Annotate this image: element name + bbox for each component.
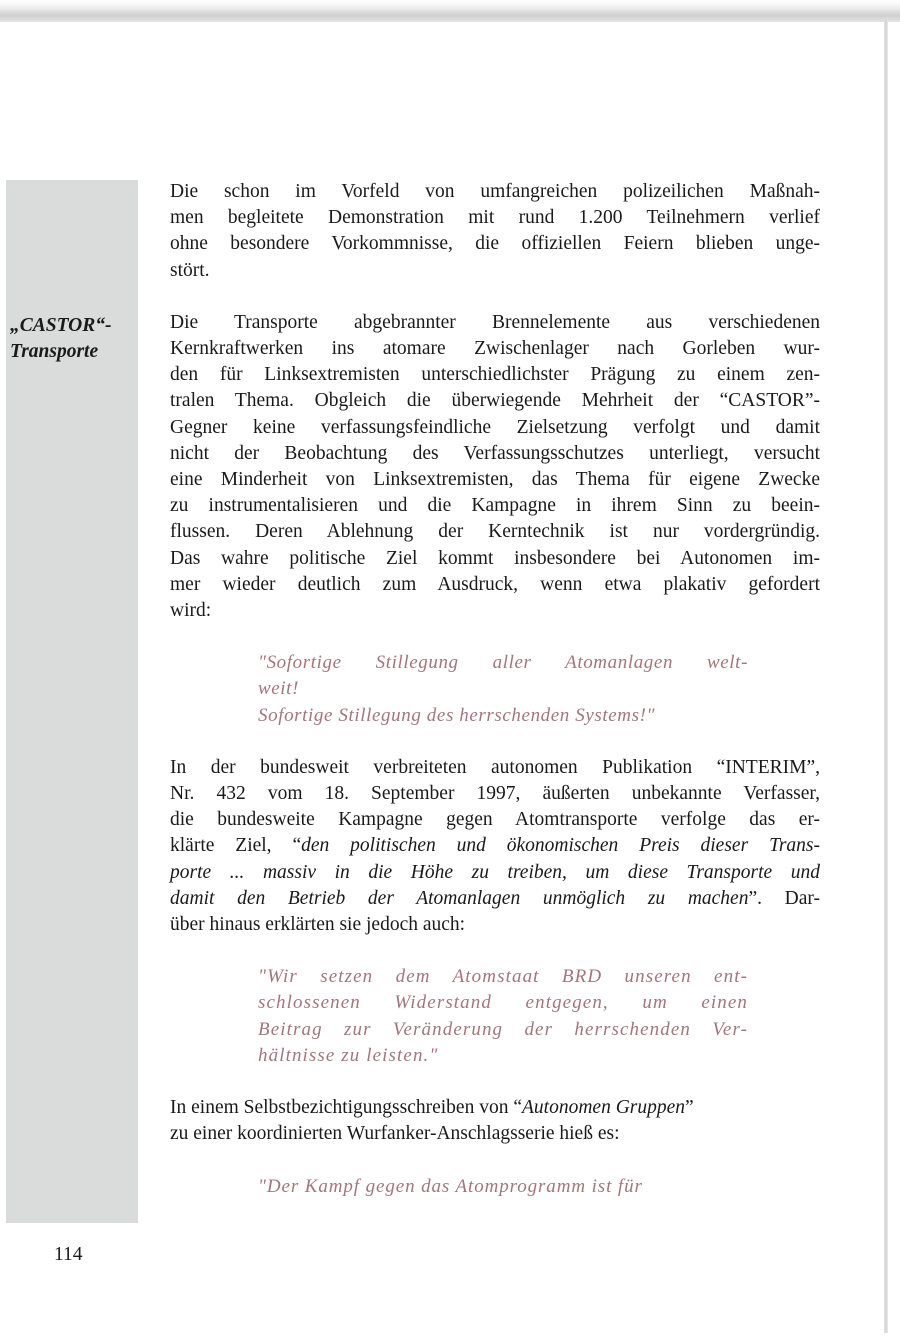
block-quote-atomprogramm <box>258 1174 748 1200</box>
cited-text: porte ... massiv in die Höhe zu treiben, um diese Transporte und <box>170 861 820 883</box>
text-line: stört. <box>170 259 210 281</box>
text-line: tralen Thema. Obgleich die überwiegende Mehrheit der “CASTOR”- <box>170 390 820 412</box>
text-line <box>170 860 820 886</box>
quote-line: Sofortige Stillegung des herrschenden Systems!" <box>258 704 656 726</box>
text-line: ohne besondere Vorkommnisse, die offiziellen Feiern blieben unge- <box>170 233 820 255</box>
text-line: In der bundesweit verbreiteten autonomen Publikation “INTERIM”, <box>170 756 820 778</box>
cited-text: damit den Betrieb der Atomanlagen unmöglich zu machen <box>170 887 749 909</box>
text-line: Die Transporte abgebrannter Brennelemente aus verschiedenen <box>170 311 820 333</box>
text-line: über hinaus erklärten sie jedoch auch: <box>170 914 466 936</box>
margin-heading-line-1: „CASTOR“- <box>10 315 112 336</box>
paragraph-interim <box>170 755 820 938</box>
text-line: die bundesweite Kampagne gegen Atomtransporte verfolge das er- <box>170 809 820 831</box>
block-quote-stillegung <box>258 650 748 729</box>
text-line: den für Linksextremisten unterschiedlichster Prägung zu einem zen- <box>170 364 820 386</box>
text-line <box>170 886 820 912</box>
quote-line: "Wir setzen dem Atomstaat BRD unseren ent- <box>258 966 748 988</box>
quote-line: "Der Kampf gegen das Atomprogramm ist für <box>258 1175 643 1197</box>
text-line: zu instrumentalisieren und die Kampagne in ihrem Sinn zu beein- <box>170 495 820 517</box>
quote-line: "Sofortige Stillegung aller Atomanlagen welt- <box>258 652 748 674</box>
text-segment: ”. Dar- <box>748 887 820 909</box>
text-line: mer wieder deutlich zum Ausdruck, wenn etwa plakativ gefordert <box>170 573 820 595</box>
scan-top-edge <box>0 0 900 22</box>
quote-line: Beitrag zur Veränderung der herrschenden Ver- <box>258 1018 748 1040</box>
cited-text: den politischen und ökonomischen Preis dieser Trans- <box>301 835 821 857</box>
text-line: nicht der Beobachtung des Verfassungsschutzes unterliegt, versucht <box>170 442 820 464</box>
paragraph-demonstration <box>170 179 820 284</box>
text-line: wird: <box>170 600 212 622</box>
block-quote-widerstand <box>258 964 748 1069</box>
text-line: men begleitete Demonstration mit rund 1.200 Teilnehmern verlief <box>170 207 820 229</box>
cited-text: Autonomen Gruppen <box>522 1097 686 1119</box>
quote-line: schlossenen Widerstand entgegen, um einen <box>258 992 748 1014</box>
scan-right-edge <box>884 18 888 1333</box>
text-line: Gegner keine verfassungsfeindliche Zielsetzung verfolgt und damit <box>170 416 820 438</box>
margin-heading-line-2: Transporte <box>10 341 99 362</box>
text-line <box>170 1095 820 1121</box>
text-line: Kernkraftwerken ins atomare Zwischenlager nach Gorleben wur- <box>170 338 820 360</box>
text-line: eine Minderheit von Linksextremisten, das Thema für eigene Zwecke <box>170 469 820 491</box>
text-line <box>170 833 820 859</box>
body-text <box>170 179 820 1226</box>
text-line: Das wahre politische Ziel kommt insbesondere bei Autonomen im- <box>170 547 820 569</box>
text-line: Die schon im Vorfeld von umfangreichen polizeilichen Maßnah- <box>170 181 820 202</box>
page-number: 114 <box>54 1244 83 1265</box>
quote-line: weit! <box>258 678 299 700</box>
margin-heading <box>10 313 135 365</box>
text-line: zu einer koordinierten Wurfanker-Anschlagsserie hieß es: <box>170 1123 620 1145</box>
text-segment: In einem Selbstbezichtigungsschreiben von “ <box>170 1097 522 1119</box>
paragraph-selbstbezichtigung <box>170 1095 820 1147</box>
text-segment: ” <box>685 1097 694 1119</box>
text-segment: klärte Ziel, “ <box>170 835 302 857</box>
quote-line: hältnisse zu leisten." <box>258 1044 439 1066</box>
text-line: Nr. 432 vom 18. September 1997, äußerten unbekannte Verfasser, <box>170 783 820 805</box>
paragraph-castor-transporte <box>170 310 820 624</box>
text-line: flussen. Deren Ablehnung der Kerntechnik ist nur vordergründig. <box>170 521 820 543</box>
